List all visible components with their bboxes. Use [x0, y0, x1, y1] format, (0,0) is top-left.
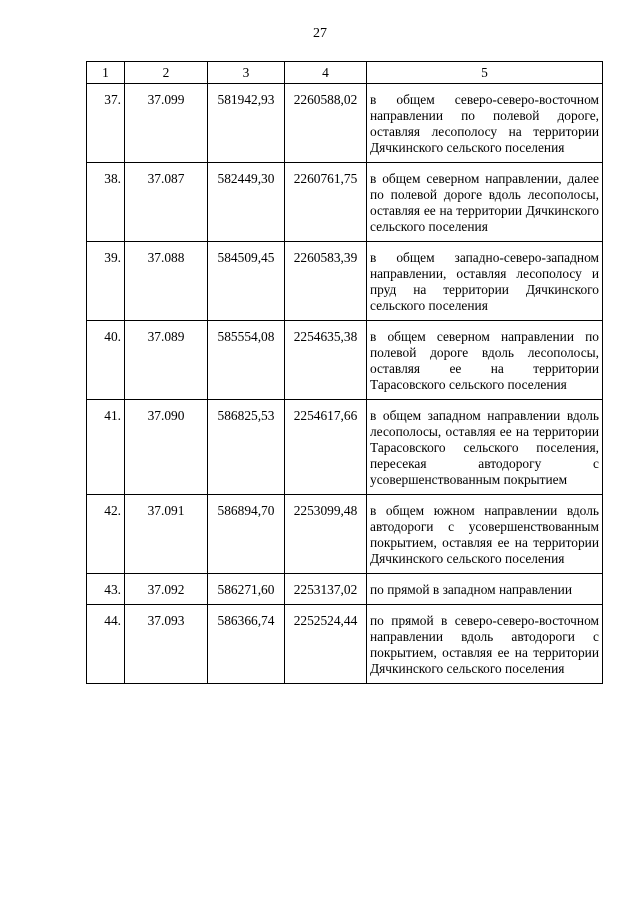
route-description: в общем западном направлении вдоль лесополосы, оставляя ее на территории Тарасовского сельского поселения, пересекая автодорогу с усовершенствованным покрытием: [367, 400, 603, 495]
row-number: 44.: [87, 605, 125, 684]
row-number: 38.: [87, 163, 125, 242]
route-description: в общем северном направлении по полевой дороге вдоль лесополосы, оставляя ее на территории Тарасовского сельского поселения: [367, 321, 603, 400]
point-id: 37.099: [125, 84, 208, 163]
table-header-row: [87, 62, 603, 84]
page-number: 27: [313, 26, 327, 41]
coord-x: 586366,74: [208, 605, 285, 684]
header-col-4: 4: [285, 62, 367, 84]
point-id: 37.089: [125, 321, 208, 400]
point-id: 37.087: [125, 163, 208, 242]
route-description: в общем северном направлении, далее по полевой дороге вдоль лесополосы, оставляя ее на территории Дячкинского сельского поселения: [367, 163, 603, 242]
route-description: в общем южном направлении вдоль автодороги с усовершенствованным покрытием, оставляя ее на территории Дячкинского сельского поселения: [367, 495, 603, 574]
coord-x: 586894,70: [208, 495, 285, 574]
point-id: 37.093: [125, 605, 208, 684]
header-col-2: 2: [125, 62, 208, 84]
row-number: 40.: [87, 321, 125, 400]
coord-x: 582449,30: [208, 163, 285, 242]
table-row: [87, 321, 603, 400]
row-number: 41.: [87, 400, 125, 495]
row-number: 37.: [87, 84, 125, 163]
boundary-table: [86, 61, 603, 684]
point-id: 37.088: [125, 242, 208, 321]
point-id: 37.091: [125, 495, 208, 574]
coord-x: 585554,08: [208, 321, 285, 400]
coord-y: 2252524,44: [285, 605, 367, 684]
coord-y: 2254635,38: [285, 321, 367, 400]
header-col-3: 3: [208, 62, 285, 84]
row-number: 42.: [87, 495, 125, 574]
header-col-1: 1: [87, 62, 125, 84]
table-row: [87, 163, 603, 242]
coord-y: 2253137,02: [285, 574, 367, 605]
route-description: по прямой в западном направлении: [367, 574, 603, 605]
coord-x: 586271,60: [208, 574, 285, 605]
table-row: [87, 242, 603, 321]
coord-y: 2260583,39: [285, 242, 367, 321]
coord-y: 2254617,66: [285, 400, 367, 495]
coord-y: 2253099,48: [285, 495, 367, 574]
table-row: [87, 495, 603, 574]
table-row: [87, 400, 603, 495]
header-col-5: 5: [367, 62, 603, 84]
table-row: [87, 84, 603, 163]
route-description: в общем северо-северо-восточном направлении по полевой дороге, оставляя лесополосу на территории Дячкинского сельского поселения: [367, 84, 603, 163]
point-id: 37.092: [125, 574, 208, 605]
route-description: по прямой в северо-северо-восточном направлении вдоль автодороги с покрытием, оставляя ее на территории Дячкинского сельского поселения: [367, 605, 603, 684]
point-id: 37.090: [125, 400, 208, 495]
coord-x: 581942,93: [208, 84, 285, 163]
row-number: 43.: [87, 574, 125, 605]
coord-x: 586825,53: [208, 400, 285, 495]
table-row: [87, 605, 603, 684]
coord-y: 2260761,75: [285, 163, 367, 242]
row-number: 39.: [87, 242, 125, 321]
table-row: [87, 574, 603, 605]
coord-x: 584509,45: [208, 242, 285, 321]
coord-y: 2260588,02: [285, 84, 367, 163]
route-description: в общем западно-северо-западном направлении, оставляя лесополосу и пруд на территории Дячкинского сельского поселения: [367, 242, 603, 321]
